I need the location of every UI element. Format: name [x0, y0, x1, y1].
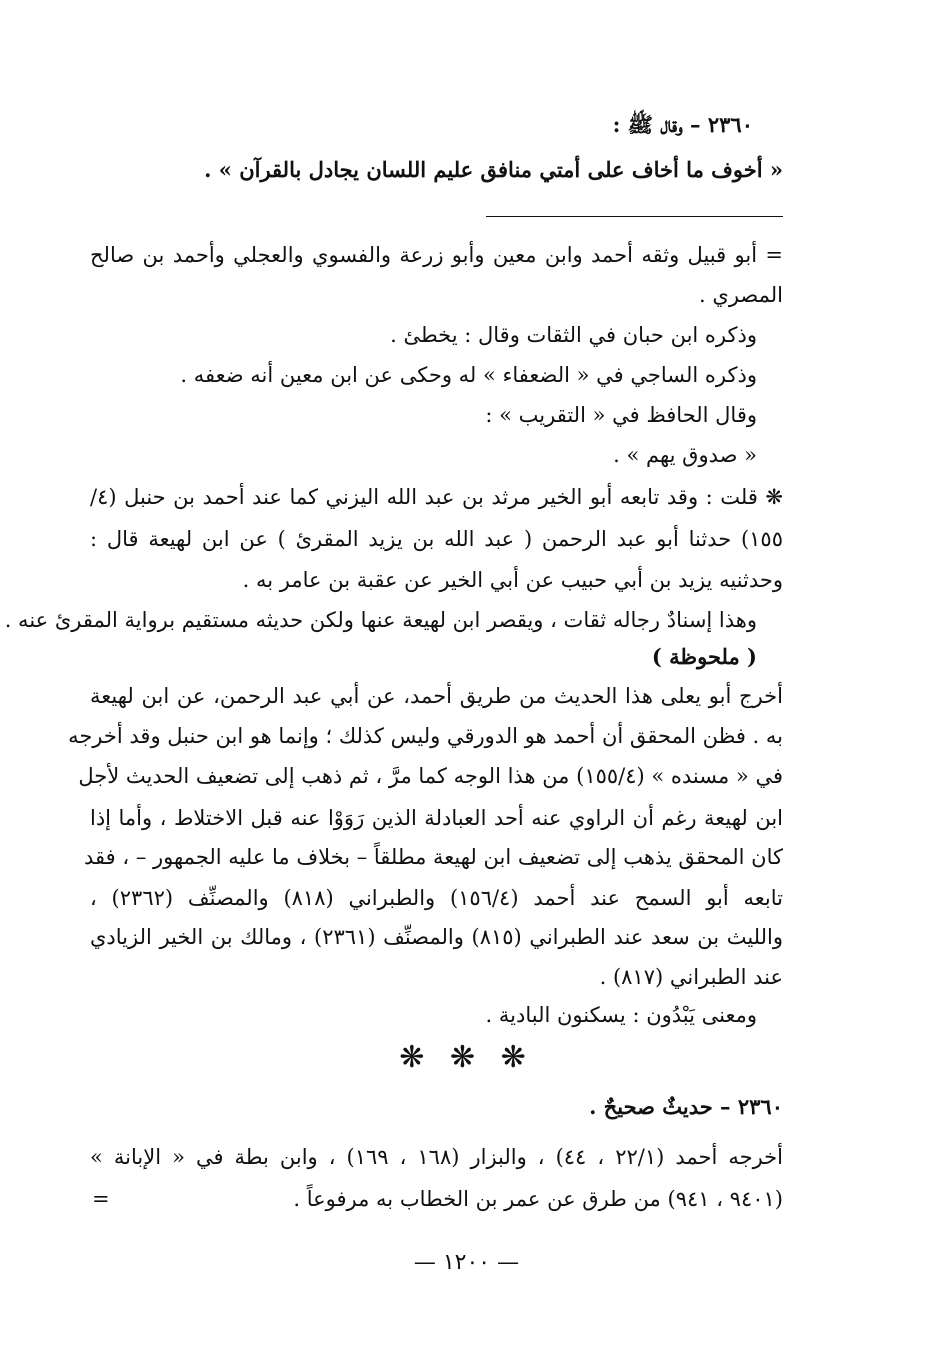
footnote-line: ١٥٥) حدثنا أبو عبد الرحمن ( عبد الله بن يزيد المقرئ ) عن ابن لهيعة قال : — [90, 527, 783, 551]
grading-line: أخرجه أحمد (٢٢/١ ، ٤٤) ، والبزار (١٦٨ ، ١٦٩) ، وابن بطة في « الإبانة » — [90, 1145, 783, 1169]
footnote-line: ابن لهيعة رغم أن الراوي عنه أحد العبادلة الذين رَوَوْا عنه قبل الاختلاط ، وأما إذا — [90, 806, 783, 830]
footnote-line: ❋ قلت : وقد تابعه أبو الخير مرثد بن عبد الله اليزني كما عند أحمد بن حنبل (٤/ — [90, 485, 783, 509]
footnote-line: والليث بن سعد عند الطبراني (٨١٥) والمصنِّف (٢٣٦١) ، ومالك بن الخير الزيادي — [90, 925, 783, 949]
section-separator-stars: ❋ ❋ ❋ — [399, 1040, 534, 1075]
footnote-line: المصري . — [699, 283, 783, 307]
note-heading: ( ملحوظة ) — [651, 644, 757, 669]
footnote-line: كان المحقق يذهب إلى تضعيف ابن لهيعة مطلقاً – بخلاف ما عليه الجمهور – ، فقد — [84, 845, 783, 869]
footnote-line: وذكره الساجي في « الضعفاء » له وحكى عن ابن معين أنه ضعفه . — [180, 363, 757, 387]
footnote-line: وذكره ابن حبان في الثقات وقال : يخطئ . — [390, 323, 757, 347]
grading-title: ٢٣٦٠ – حديثٌ صحيحٌ . — [589, 1094, 783, 1119]
footnote-line: تابعه أبو السمح عند أحمد (١٥٦/٤) والطبراني (٨١٨) والمصنِّف (٢٣٦٢) ، — [90, 886, 783, 910]
hadith-intro: ٢٣٦٠ – وقال ﷺ : — [612, 112, 753, 137]
footnote-line: « صدوق يهم » . — [613, 443, 757, 467]
footnote-line: وقال الحافظ في « التقريب » : — [485, 403, 757, 427]
grading-line: (٩٤٠١ ، ٩٤١) من طرق عن عمر بن الخطاب به مرفوعاً . — [293, 1187, 783, 1211]
hadith-text: « أخوف ما أخاف على أمتي منافق عليم اللسان يجادل بالقرآن » . — [204, 157, 783, 182]
footnote-line: عند الطبراني (٨١٧) . — [599, 965, 783, 989]
footnote-line: في « مسنده » (١٥٥/٤) من هذا الوجه كما مرَّ ، ثم ذهب إلى تضعيف الحديث لأجل — [78, 764, 783, 788]
page-number: — ١٢٠٠ — — [413, 1250, 520, 1275]
footnote-line: وهذا إسنادٌ رجاله ثقات ، ويقصر ابن لهيعة عنها ولكن حديثه مستقيم برواية المقرئ عنه . — [4, 608, 757, 632]
footnote-line: ومعنى يَبْدُون : يسكنون البادية . — [485, 1003, 757, 1027]
footnote-divider — [486, 216, 783, 217]
continuation-mark: = — [92, 1187, 110, 1211]
footnote-line: أخرج أبو يعلى هذا الحديث من طريق أحمد، عن أبي عبد الرحمن، عن ابن لهيعة — [90, 684, 783, 708]
footnote-line: به . فظن المحقق أن أحمد هو الدورقي وليس كذلك ؛ وإنما هو ابن حنبل وقد أخرجه — [68, 724, 783, 748]
footnote-line: وحدثنيه يزيد بن أبي حبيب عن أبي الخير عن عقبة بن عامر به . — [242, 568, 783, 592]
footnote-line: = أبو قبيل وثقه أحمد وابن معين وأبو زرعة والفسوي والعجلي وأحمد بن صالح — [90, 243, 783, 267]
